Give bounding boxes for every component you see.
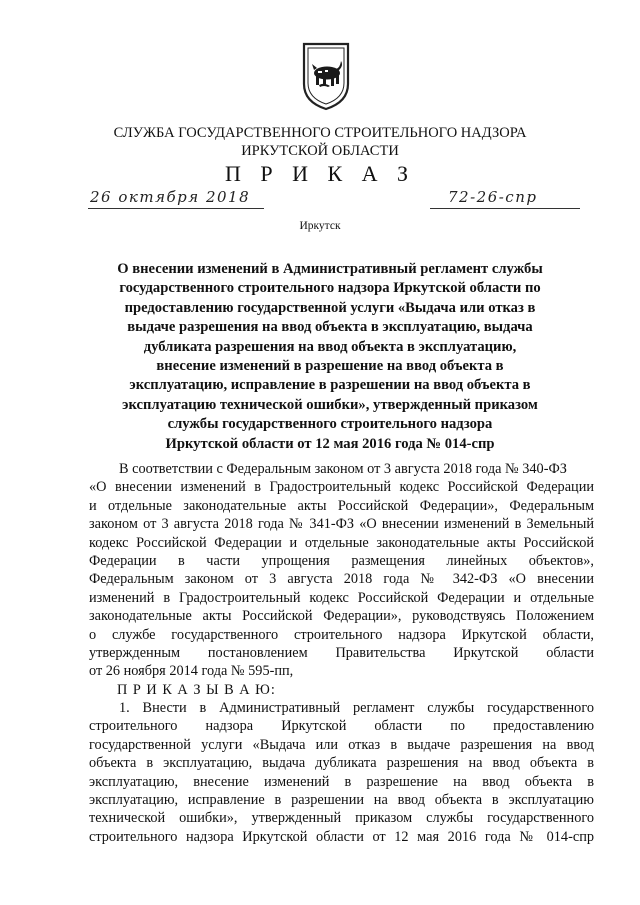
- order-word: П Р И К А З Ы В А Ю:: [117, 681, 276, 698]
- city-name: Иркутск: [299, 220, 341, 232]
- heading-line: эксплуатацию технической ошибки», утвержденный приказом: [122, 396, 538, 413]
- heading-line: Иркутской области от 12 мая 2016 года № 014-спр: [165, 435, 495, 452]
- item-1-line: строительного надзора Иркутской области по предоставлению: [89, 718, 594, 735]
- item-1-line: эксплуатацию, внесение изменений в разрешение на ввод объекта в: [89, 773, 594, 790]
- body-line: законодательные акты Российской Федерации», руководствуясь Положением: [89, 608, 594, 625]
- body-line: Федерации в части упрощения размещения линейных объектов»,: [89, 552, 594, 569]
- heading-line: дубликата разрешения на ввод объекта в эксплуатацию,: [143, 338, 517, 355]
- body-line: изменений в Градостроительный кодекс Российской Федерации и отдельные: [89, 589, 594, 606]
- handwritten-date: 26 октября 2018: [90, 188, 251, 206]
- item-1-line: 1. Внести в Административный регламент службы государственного: [119, 700, 594, 717]
- item-1-line: государственной услуги «Выдача или отказ в выдаче разрешения на ввод: [89, 736, 594, 753]
- date-underline: [88, 208, 264, 209]
- heading-line: О внесении изменений в Административный регламент службы: [117, 261, 543, 277]
- body-line: законом от 3 августа 2018 года № 341-ФЗ «О внесении изменений в Земельный: [89, 516, 594, 533]
- heading-line: выдаче разрешения на ввод объекта в эксплуатацию, выдача: [127, 319, 533, 336]
- item-1-line: объекта в эксплуатацию, выдача дубликата разрешения на ввод объекта в: [89, 755, 594, 772]
- heading-line: эксплуатацию, исправление в разрешении на ввод объекта в: [129, 377, 531, 394]
- organization-name-line2: ИРКУТСКОЙ ОБЛАСТИ: [241, 143, 399, 159]
- heading-line: внесение изменений в разрешение на ввод объекта в: [156, 358, 504, 375]
- coat-of-arms-emblem: [300, 40, 352, 112]
- heading-line: государственного строительного надзора Иркутской области по: [119, 280, 541, 297]
- body-line: от 26 ноября 2014 года № 595-пп,: [89, 663, 294, 680]
- organization-name-line1: СЛУЖБА ГОСУДАРСТВЕННОГО СТРОИТЕЛЬНОГО НАДЗОРА: [113, 125, 527, 141]
- body-line: утвержденным постановлением Правительства Иркутской области: [89, 644, 594, 661]
- document-type-title: П Р И К А З: [224, 161, 416, 186]
- body-line: В соответствии с Федеральным законом от 3 августа 2018 года № 340-ФЗ: [119, 461, 567, 477]
- body-line: Федеральным законом от 3 августа 2018 года № 342-ФЗ «О внесении: [89, 571, 594, 588]
- number-underline: [430, 208, 580, 209]
- body-line: о службе государственного строительного надзора Иркутской области,: [89, 626, 594, 643]
- body-line: «О внесении изменений в Градостроительный кодекс Российской Федерации: [89, 479, 594, 496]
- body-line: кодекс Российской Федерации и отдельные законодательные акты Российской: [89, 534, 594, 551]
- body-line: и отдельные законодательные акты Российской Федерации», Федеральным: [89, 497, 594, 514]
- heading-line: предоставлению государственной услуги «Выдача или отказ в: [124, 299, 536, 316]
- heading-line: службы государственного строительного надзора: [167, 416, 493, 433]
- handwritten-order-number: 72-26-спр: [448, 188, 538, 206]
- order-heading: [95, 260, 565, 454]
- preamble-paragraph: [89, 460, 594, 846]
- item-1-line: строительного надзора Иркутской области от 12 мая 2016 года № 014-спр: [89, 828, 594, 845]
- item-1-line: эксплуатацию, исправление в разрешении на ввод объекта в эксплуатацию: [89, 792, 594, 809]
- item-1-line: технической ошибки», утвержденный приказом службы государственного: [89, 810, 594, 827]
